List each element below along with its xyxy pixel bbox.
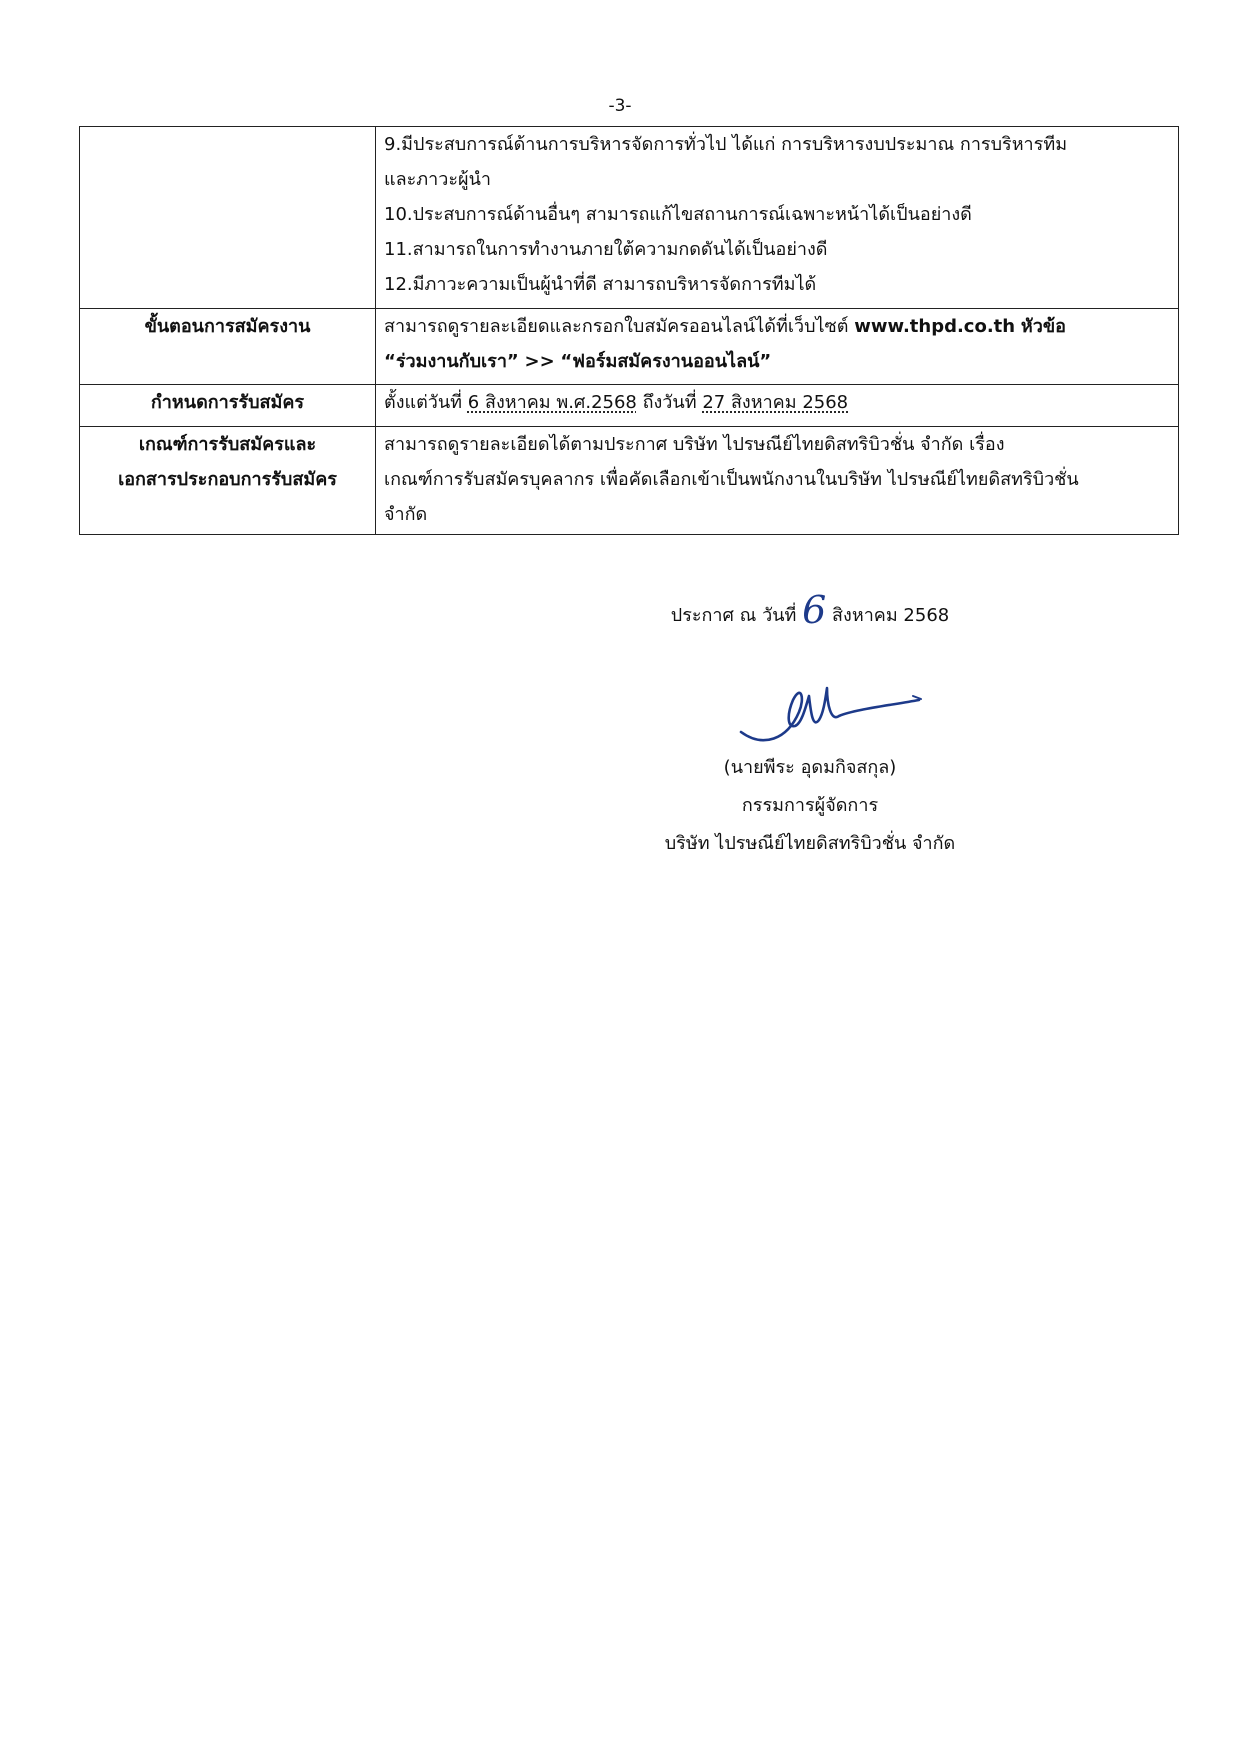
schedule-cell xyxy=(376,385,1179,427)
signer-name: (นายพีระ อุดมกิจสกุล) xyxy=(723,757,897,778)
schedule-prefix: ตั้งแต่วันที่ xyxy=(384,392,463,413)
announce-date xyxy=(600,588,1020,632)
row-label-schedule: กำหนดการรับสมัคร xyxy=(80,385,376,427)
criteria-line: จำกัด xyxy=(384,504,428,525)
menu-online-form: “ฟอร์มสมัครงานออนไลน์” xyxy=(560,351,772,372)
application-steps-cell xyxy=(376,309,1179,385)
schedule-mid: ถึงวันที่ xyxy=(642,392,697,413)
application-text: สามารถดูรายละเอียดและกรอกใบสมัครออนไลน์ได้ที่เว็บไซต์ xyxy=(384,316,849,337)
page-number: -3- xyxy=(608,96,632,116)
announce-prefix: ประกาศ ณ วันที่ xyxy=(670,605,797,626)
row-label-criteria: เกณฑ์การรับสมัครและ เอกสารประกอบการรับสมัคร xyxy=(80,427,376,535)
qualification-line: 9.มีประสบการณ์ด้านการบริหารจัดการทั่วไป ได้แก่ การบริหารงบประมาณ การบริหารทีม xyxy=(384,134,1068,155)
website-link[interactable]: www.thpd.co.th xyxy=(854,316,1016,337)
table-row xyxy=(80,427,1179,535)
announce-month-year: สิงหาคม 2568 xyxy=(832,605,950,626)
criteria-line: สามารถดูรายละเอียดได้ตามประกาศ บริษัท ไปรษณีย์ไทยดิสทริบิวชั่น จำกัด เรื่อง xyxy=(384,434,1005,455)
row-label-empty xyxy=(80,127,376,309)
qualifications-cell xyxy=(376,127,1179,309)
signature-mark xyxy=(735,670,935,750)
signer-company: บริษัท ไปรษณีย์ไทยดิสทริบิวชั่น จำกัด xyxy=(664,833,956,854)
qualification-line: 10.ประสบการณ์ด้านอื่นๆ สามารถแก้ไขสถานการณ์เฉพาะหน้าได้เป็นอย่างดี xyxy=(384,204,972,225)
criteria-line: เกณฑ์การรับสมัครบุคลากร เพื่อคัดเลือกเข้าเป็นพนักงานในบริษัท ไปรษณีย์ไทยดิสทริบิวชั่น xyxy=(384,469,1079,490)
menu-arrow: >> xyxy=(524,351,555,372)
topic-label: หัวข้อ xyxy=(1020,316,1066,337)
start-date: 6 สิงหาคม พ.ศ.2568 xyxy=(467,392,637,413)
criteria-cell xyxy=(376,427,1179,535)
end-date: 27 สิงหาคม 2568 xyxy=(702,392,849,413)
table-row xyxy=(80,309,1179,385)
requirements-table xyxy=(79,126,1179,535)
menu-join-us: “ร่วมงานกับเรา” xyxy=(384,351,519,372)
qualification-line: 11.สามารถในการทำงานภายใต้ความกดดันได้เป็นอย่างดี xyxy=(384,239,828,260)
row-label-application-steps: ขั้นตอนการสมัครงาน xyxy=(80,309,376,385)
signer-position: กรรมการผู้จัดการ xyxy=(741,795,879,816)
qualification-line: และภาวะผู้นำ xyxy=(384,169,492,190)
announce-day-handwritten: 6 xyxy=(802,588,827,632)
table-row xyxy=(80,385,1179,427)
qualification-line: 12.มีภาวะความเป็นผู้นำที่ดี สามารถบริหารจัดการทีมได้ xyxy=(384,274,817,295)
table-row xyxy=(80,127,1179,309)
